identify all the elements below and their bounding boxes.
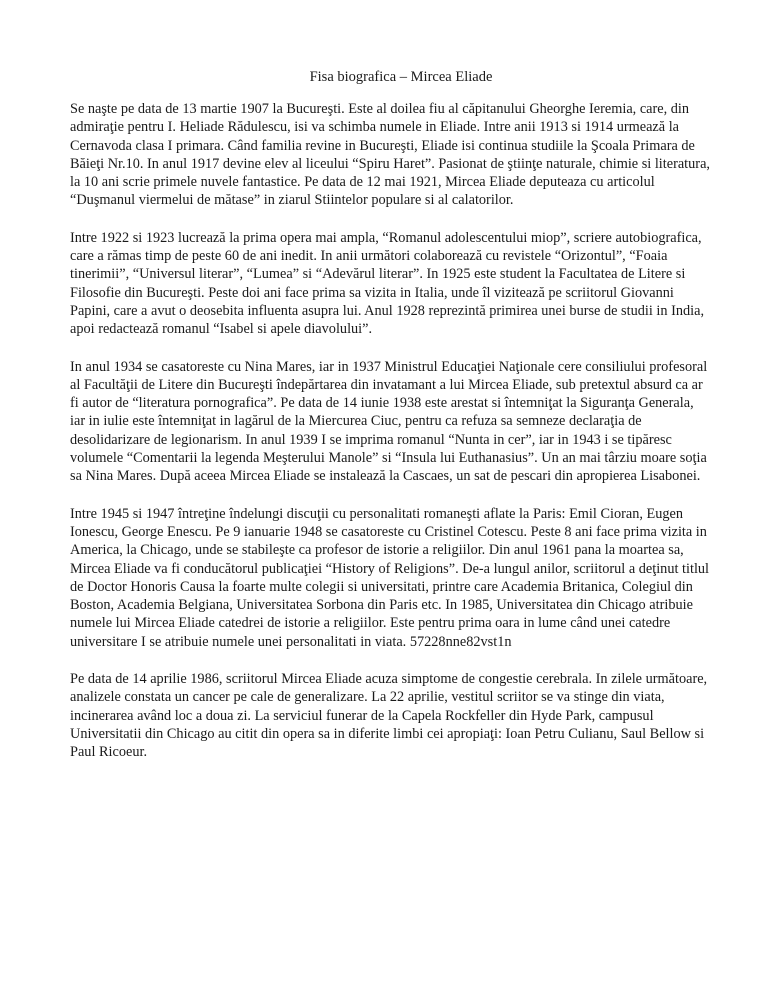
paragraph-youth-works: Intre 1922 si 1923 lucrează la prima opera mai ampla, “Romanul adolescentului miop”, scriere autobiografica, care a rămas timp de peste 60 de ani inedit. In anii următori colaborează cu revistele “Orizontul”, “Foaia tinerimii”, “Universul literar”, “Lumea” si “Adevărul literar”. In 1925 este student la Facultatea de Litere si Filosofie din Bucureşti. Peste doi ani face prima sa vizita in Italia, unde îl vizitează pe scriitorul Giovanni Papini, care a avut o deosebita influenta asupra lui. Anul 1928 reprezintă primirea unei burse de studii in India, apoi redactează romanul “Isabel si apele diavolului”. (70, 229, 705, 338)
document-title: Fisa biografica – Mircea Eliade (309, 69, 493, 85)
paragraph-early-life: Se naşte pe data de 13 martie 1907 la Bucureşti. Este al doilea fiu al căpitanului Gheorghe Ieremia, care, din admiraţie pentru I. Heliade Rădulescu, isi va schimba numele in Eliade. Intre anii 1913 si 1914 urmează la Cernavoda clasa I primara. Când familia revine in Bucureşti, Eliade isi continua studiile la Şcoala Primara de Băieţi Nr.10. In anul 1917 devine elev al liceului “Spiru Haret”. Pasionat de ştiinţe naturale, chimie si literatura, la 10 ani scrie primele nuvele fantastice. Pe data de 12 mai 1921, Mircea Eliade deputeaza cu articolul “Duşmanul viermelui de mătase” in ziarul Stiintelor populare si al calatorilor. (70, 101, 710, 209)
paragraph-marriage-arrest: In anul 1934 se casatoreste cu Nina Mares, iar in 1937 Ministrul Educaţiei Naţionale cere consiliului profesoral al Facultăţii de Litere din Bucureşti îndepărtarea din invatamant a lui Mircea Eliade, sub pretextul absurd ca ar fi autor de “literatura pornografica”. Pe data de 14 iunie 1938 este arestat si întemniţat la Siguranţa Generala, iar in iulie este întemniţat in lagărul de la Miercurea Ciuc, pentru ca refuza sa semneze declaraţia de desolidarizare de legionarism. In anul 1939 I se imprima romanul “Nunta in cer”, iar in 1943 i se tipăresc volumele “Comentarii la legenda Meşterului Manole” si “Insula lui Euthanasius”. Un an mai târziu moare soţia sa Nina Mares. După aceea Mircea Eliade se instalează la Cascaes, un sat de pescari din apropierea Lisabonei. (70, 358, 708, 485)
paragraph-death: Pe data de 14 aprilie 1986, scriitorul Mircea Eliade acuza simptome de congestie cerebrala. In zilele următoare, analizele constata un cancer pe cale de generalizare. La 22 aprilie, vestitul scriitor se va stinge din viata, incinerarea având loc a doua zi. La serviciul funerar de la Capela Rockfeller din Hyde Park, campusul Universitatii din Chicago au citit din opera sa in diferite limbi cei apropiaţi: Ioan Petru Culianu, Saul Bellow si Paul Ricoeur. (70, 671, 708, 761)
paragraph-exile-career: Intre 1945 si 1947 întreţine îndelungi discuţii cu personalitati romaneşti aflate la Paris: Emil Cioran, Eugen Ionescu, George Enescu. Pe 9 ianuarie 1948 se casatoreste cu Cristinel Cotescu. Peste 8 ani face prima vizita in America, la Chicago, unde se stabileşte ca profesor de istorie a religiilor. Din anul 1961 pana la moartea sa, Mircea Eliade va fi conducătorul publicaţiei “History of Religions”. De-a lungul anilor, scriitorul a deţinut titlul de Doctor Honoris Causa la foarte multe colegii si universitati, printre care Academia Britanica, Colegiul din Boston, Academia Belgiana, Universitatea Sorbona din Paris etc. In 1985, Universitatea din Chicago atribuie numele lui Mircea Eliade catedrei de istorie a religiilor. Este pentru prima oara in lume când unei catedre universitare I se atribuie numele unei personalitati in viata. 57228nne82vst1n (70, 505, 710, 650)
